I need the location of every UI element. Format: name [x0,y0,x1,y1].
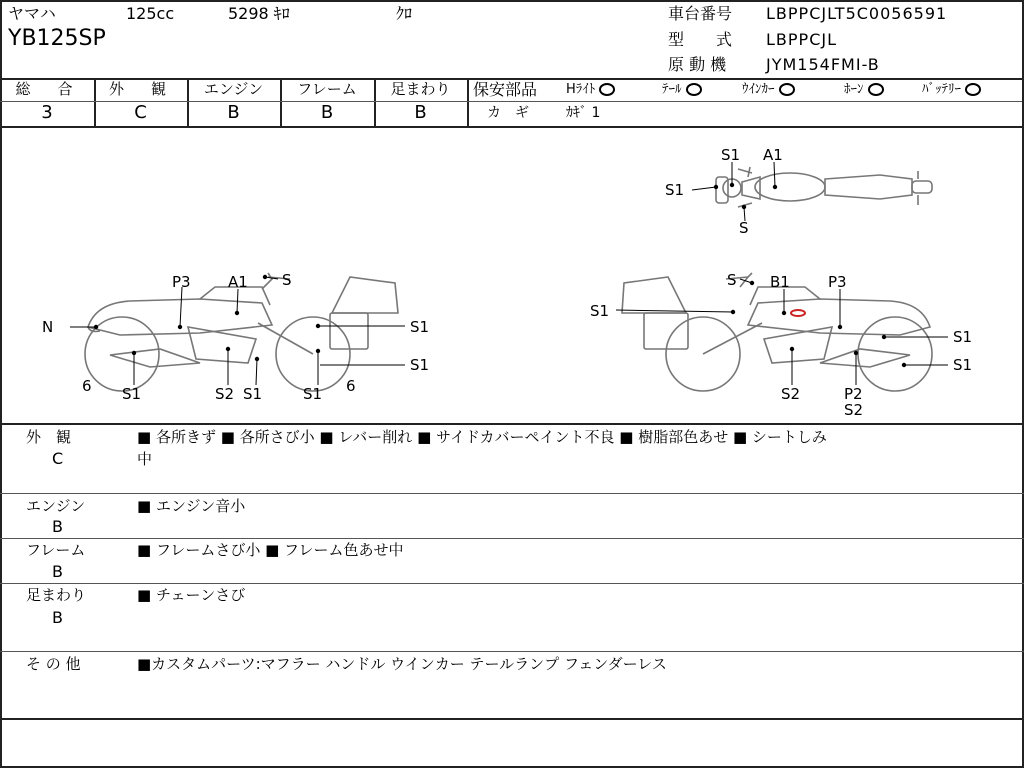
frame-number-label: 車台番号 [668,4,733,23]
damage-code: A1 [763,146,783,164]
key-label: カ ギ [487,105,529,121]
damage-diagram [0,127,1024,423]
divider [0,718,1024,720]
frame-section-grade: B [52,562,63,581]
displacement: 125cc [126,4,175,23]
engine-grade-label: エンジン [203,80,264,98]
divider [467,101,1022,102]
suspension-grade: B [414,102,427,123]
damage-code: S [282,271,292,289]
ok-mark-icon [965,83,981,96]
frame-notes: ■ フレームさび小 ■ フレーム色あせ中 [137,541,404,559]
damage-code: S1 [303,385,323,403]
exterior-section-grade: C [52,449,64,468]
maker: ヤマハ [8,4,56,23]
other-notes: ■カスタムパーツ:マフラー ハンドル ウインカー テールランプ フェンダーレス [137,655,667,673]
exterior-label: 外 観 [108,80,172,98]
ok-mark-icon [868,83,884,96]
damage-code: S2 [781,385,801,403]
overall-grade: 3 [41,102,53,123]
key-count: ｶｷﾞ 1 [566,105,601,121]
model-name: YB125SP [8,26,106,51]
damage-code: A1 [228,273,248,291]
overall-label: 総 合 [15,80,79,98]
damage-code: S2 [844,401,864,419]
divider [0,423,1024,425]
damage-code: P3 [172,273,191,291]
damage-code: 6 [346,377,356,395]
frame-section-label: フレーム [26,541,86,559]
engine-section-label: エンジン [26,497,86,515]
damage-code: S1 [590,302,610,320]
safety-item-headlight: Hﾗｲﾄ [566,83,615,96]
divider [0,538,1024,539]
frame-grade: B [320,102,334,123]
frame-number: LBPPCJLT5C0056591 [766,4,948,23]
safety-item-battery: ﾊﾞｯﾃﾘｰ [922,83,981,96]
damage-code: S1 [243,385,263,403]
exterior-section-label: 外 観 [26,428,72,446]
type-value: LBPPCJL [766,30,837,49]
engine-section-grade: B [52,517,63,536]
other-section-label: そ の 他 [26,655,81,673]
damage-code: P2 [844,385,863,403]
damage-code: S1 [721,146,741,164]
safety-item-winker: ｳｲﾝｶｰ [742,83,795,96]
damage-code: S1 [665,181,685,199]
type-label: 型 式 [668,30,733,49]
damage-code: S [727,271,737,289]
divider [0,651,1024,652]
leader-lines [616,279,948,385]
damage-code: S1 [953,328,973,346]
leader-lines [692,162,775,221]
damage-code: P3 [828,273,847,291]
damage-code: N [42,318,54,336]
damage-code: B1 [770,273,790,291]
divider [0,583,1024,584]
engine-notes: ■ エンジン音小 [137,497,246,515]
divider [0,493,1024,494]
damage-code: 6 [82,377,92,395]
marker-dot [731,281,906,367]
engine-model: JYM154FMI-B [766,55,880,74]
suspension-grade-label: 足まわり [390,80,451,98]
safety-label: 保安部品 [473,80,538,99]
damage-code: S2 [215,385,235,403]
ok-mark-icon [599,83,615,96]
engine-label: 原 動 機 [668,55,727,74]
damage-code: S [739,219,749,237]
engine-grade: B [227,102,240,123]
exterior-grade: C [134,102,147,123]
damage-code: S1 [410,318,430,336]
suspension-section-grade: B [52,608,63,627]
frame-grade-label: フレーム [297,80,357,98]
exterior-notes-cont: 中 [137,450,153,468]
color: ｸﾛ [396,4,413,23]
damage-code: S1 [953,356,973,374]
suspension-section-label: 足まわり [26,586,87,604]
tank-emblem-icon [791,310,805,316]
damage-code: S1 [122,385,142,403]
safety-item-tail: ﾃｰﾙ [662,83,702,96]
divider [467,78,469,126]
safety-item-horn: ﾎｰﾝ [844,83,884,96]
exterior-notes: ■ 各所きず ■ 各所さび小 ■ レバー削れ ■ サイドカバーペイント不良 ■ 樹脂部色あせ ■ シートしみ [137,428,827,446]
bike-top-view-icon [716,167,932,207]
damage-code: S1 [410,356,430,374]
ok-mark-icon [686,83,702,96]
mileage: 5298 ｷﾛ [228,4,290,23]
suspension-notes: ■ チェーンさび [137,586,246,604]
ok-mark-icon [779,83,795,96]
leader-lines [70,277,405,385]
